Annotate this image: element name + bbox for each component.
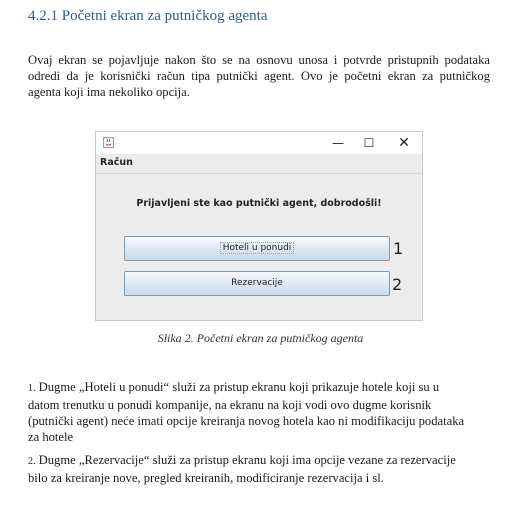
minimize-button[interactable]: — (332, 136, 344, 150)
welcome-message: Prijavljeni ste kao putnički agent, dobrodošli! (136, 198, 382, 209)
window-titlebar (96, 132, 422, 154)
figure-caption: Slika 2. Početni ekran za putničkog agenta (157, 331, 364, 345)
intro-paragraph (28, 52, 490, 100)
hotels-button[interactable] (124, 236, 390, 261)
intro-line: odredi da je korisnički račun tipa putnički agent. Ovo je početni ekran za putničkog (28, 69, 490, 83)
app-window-screenshot (95, 131, 423, 321)
list-line: datom trenutku u ponudi kompanije, na ekranu na koji vodi ovo dugme korisnik (28, 398, 432, 412)
list-line: Dugme „Hoteli u ponudi“ služi za pristup ekranu koji prikazuje hotele koji su u (38, 380, 440, 394)
list-line: (putnički agent) neće imati opcije kreiranja novog hotela kao ni modifikaciju podataka (28, 414, 465, 428)
callout-number: 1 (393, 239, 404, 258)
list-item (28, 379, 490, 445)
menu-item-racun[interactable]: Račun (100, 157, 133, 168)
callout-number: 2 (392, 275, 403, 294)
java-icon (103, 137, 114, 148)
reservations-button-label: Rezervacije (231, 278, 283, 288)
intro-line: Ovaj ekran se pojavljuje nakon što se na osnovu unosa i potvrde pristupnih podataka (28, 53, 490, 67)
list-item (28, 452, 490, 486)
menu-bar (96, 154, 422, 174)
maximize-button[interactable]: ☐ (363, 136, 375, 150)
list-line: za hotele (28, 430, 74, 444)
list-number: 2. (28, 456, 36, 467)
section-heading: 4.2.1 Početni ekran za putničkog agenta (28, 8, 268, 24)
list-line: bilo za kreiranje nove, pregled kreiranih, modificiranje rezervacija i sl. (28, 471, 384, 485)
reservations-button[interactable] (124, 271, 390, 296)
close-button[interactable]: ✕ (398, 135, 410, 151)
list-line: Dugme „Rezervacije“ služi za pristup ekranu koji ima opcije vezane za rezervacije (38, 453, 456, 467)
list-number: 1. (28, 383, 36, 394)
hotels-button-label: Hoteli u ponudi (220, 242, 295, 254)
intro-line: agenta koji ima nekoliko opcija. (28, 85, 190, 99)
